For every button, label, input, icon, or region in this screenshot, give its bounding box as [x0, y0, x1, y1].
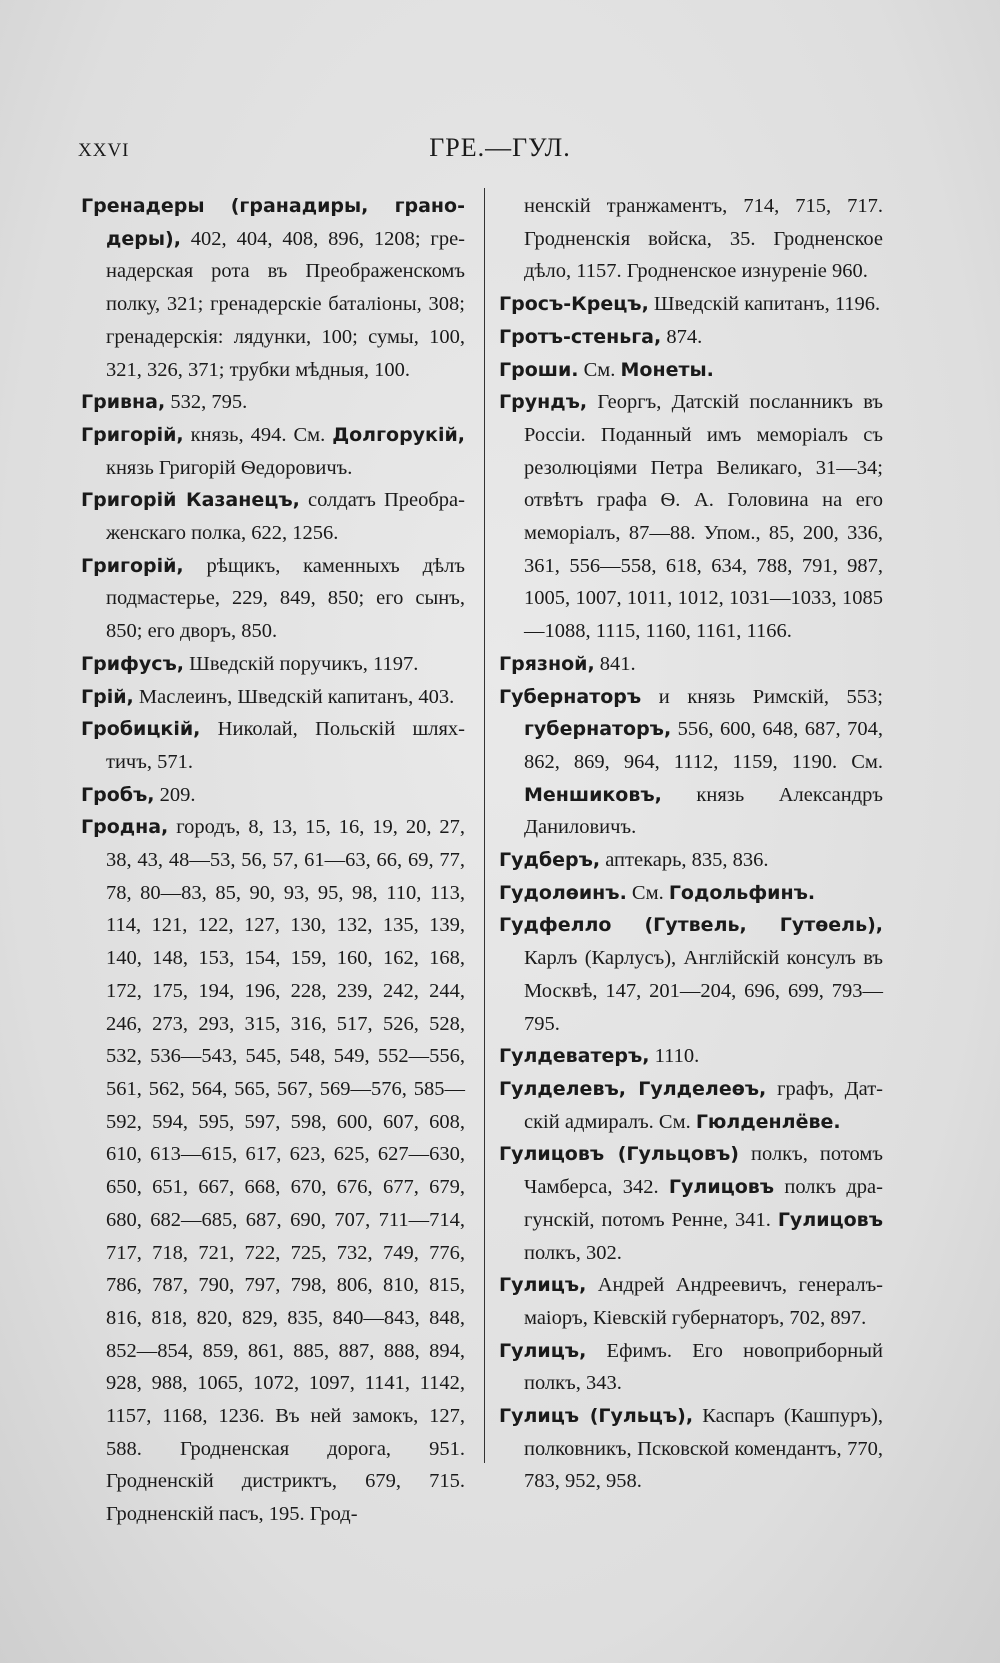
running-head: ГРЕ.—ГУЛ. [429, 133, 571, 162]
entry-text: Георгъ, Датскій посланникъ въ Россіи. Поданный имъ меморіалъ съ резолюціями Петра Великаго, 31—34; отвѣтъ графа Ѳ. А. Головина на его меморіалъ, 87—88. Упом., 85, 200, 336, 361, 556—558, 618, 634, 788, 791, 987, 1005, 1007, 1011, 1012, 1031—1033, 1085—1088, 1115, 1160, 1161, 1166. [524, 391, 883, 643]
index-entry [499, 354, 883, 387]
entry-text: 874. [661, 325, 703, 348]
entry-text: полкъ, 302. [524, 1241, 622, 1264]
index-entry [81, 713, 465, 778]
entry-text: 841. [594, 652, 636, 675]
right-column [499, 190, 883, 1498]
index-entry [499, 1269, 883, 1334]
page-number: XXVI [78, 140, 130, 161]
cross-ref-headword: Монеты. [620, 358, 714, 381]
index-entry [81, 419, 465, 484]
entry-text: 402, 404, 408, 896, 1208; гренадерская рота въ Преображенскомъ полку, 321; гренадерскіе баталіоны, 308; гренадерскія: лядунки, 100; сумы, 100, 321, 326, 371; трубки мѣдныя, 100. [106, 227, 465, 381]
entry-text: Ефимъ. Его новоприборный полкъ, 343. [524, 1339, 883, 1395]
index-entry [499, 1040, 883, 1073]
entry-text: рѣщикъ, каменныхъ дѣлъ подмастерье, 229, 849, 850; его сынъ, 850; его дворъ, 850. [106, 554, 465, 643]
entry-text: См. [626, 881, 669, 904]
index-entry [81, 386, 465, 419]
entry-text: См. [578, 358, 621, 381]
entry-text: Маслеинъ, Шведскій капитанъ, 403. [133, 685, 455, 708]
entry-text: городъ, 8, 13, 15, 16, 19, 20, 27, 38, 43, 48—53, 56, 57, 61—63, 66, 69, 77, 78, 80—83, 85, 90, 93, 95, 98, 110, 113, 114, 121, 122, 127, 130, 132, 135, 139, 140, 148, 153, 154, 159, 160, 162, 168, 172, 175, 194, 196, 228, 239, 242, 244, 246, 273, 293, 315, 316, 517, 526, 528, 532, 536—543, 545, 548, 549, 552—556, 561, 562, 564, 565, 567, 569—576, 585—592, 594, 595, 597, 598, 600, 607, 608, 610, 613—615, 617, 623, 625, 627—630, 650, 651, 667, 668, 670, 676, 677, 679, 680, 682—685, 687, 690, 707, 711—714, 717, 718, 721, 722, 725, 732, 749, 776, 786, 787, 790, 797, 798, 806, 810, 815, 816, 818, 820, 829, 835, 840—843, 848, 852—854, 859, 861, 885, 887, 888, 894, 928, 988, 1065, 1072, 1097, 1141, 1142, 1157, 1168, 1236. Въ ней замокъ, 127, 588. Гродненская дорога, 951. Гродненскій дистриктъ, 679, 715. Гродненскій пасъ, 195. Грод- [106, 816, 465, 1526]
headword: Грій, [81, 685, 134, 708]
entry-text: Андрей Андреевичъ, генералъ-маіоръ, Кіевскій губернаторъ, 702, 897. [524, 1274, 883, 1329]
headword: Гулицъ, [499, 1339, 587, 1362]
index-entry [499, 909, 883, 1040]
index-entry [499, 681, 883, 845]
entry-text: Николай, Польскій шляхтичъ, 571. [106, 718, 465, 773]
index-entry [499, 321, 883, 354]
headword: Гробъ, [81, 783, 155, 806]
headword: Гулицъ (Гульцъ), [499, 1405, 694, 1428]
headword: Гробицкій, [81, 718, 201, 741]
headword: Гулицъ, [499, 1274, 587, 1297]
headword: Гренадеры (гранадиры, гранодеры), [81, 195, 465, 250]
index-entry [81, 648, 465, 681]
cross-ref-headword: Меншиковъ, [524, 783, 662, 806]
index-entry [499, 288, 883, 321]
headword: Гулдеватеръ, [499, 1045, 650, 1068]
entry-text: и князь Римскій, 553; [641, 685, 883, 708]
index-entry [499, 1335, 883, 1400]
entry-text: солдатъ Преображенскаго полка, 622, 1256. [106, 489, 465, 545]
entry-text: Шведскій поручикъ, 1197. [184, 652, 419, 675]
headword: Григорій, [81, 423, 184, 446]
entry-text: Карлъ (Карлусъ), Англійскій консулъ въ Москвѣ, 147, 201—204, 696, 699, 793—795. [524, 947, 883, 1035]
entry-text: аптекарь, 835, 836. [600, 849, 769, 872]
column-divider [484, 188, 485, 1463]
index-entry [499, 1073, 883, 1138]
index-entry [499, 877, 883, 910]
index-entry [81, 190, 465, 386]
headword: Гулделевъ, Гулделеѳъ, [499, 1077, 767, 1100]
headword: Григорій Казанецъ, [81, 489, 300, 512]
index-entry [499, 648, 883, 681]
headword: Гудфелло (Гутвель, Гутѳель), [499, 914, 883, 937]
headword: Гродна, [81, 816, 169, 839]
index-entry [81, 484, 465, 549]
entry-text: графъ, Датскій адмиралъ. См. [524, 1077, 883, 1133]
headword: Гулицовъ [668, 1176, 775, 1199]
index-entry [81, 811, 465, 1530]
cross-ref-headword: Годольфинъ. [668, 881, 816, 904]
cross-ref-headword: Гюлденлёве. [695, 1110, 841, 1133]
headword: Губернаторъ [499, 685, 642, 708]
index-entry [81, 779, 465, 812]
headword: Григорій, [81, 554, 184, 577]
index-entry [81, 681, 465, 714]
entry-text: полкъ, потомъ Чамберса, 342. [524, 1143, 883, 1199]
index-entry [499, 386, 883, 648]
entry-text: князь Григорій Ѳедоровичъ. [106, 456, 353, 479]
index-entry [499, 1138, 883, 1269]
index-entry [81, 550, 465, 648]
headword: Гросъ-Крецъ, [499, 293, 649, 316]
entry-text: князь, 494. См. [183, 423, 333, 446]
headword: Гроши. [499, 358, 579, 381]
entry-text: полкъ драгунскій, потомъ Ренне, 341. [524, 1176, 883, 1231]
continued-entry-text: ненскій транжаментъ, 714, 715, 717. Гродненскія войска, 35. Гродненское дѣло, 1157. Гродненское изнуреніе 960. [524, 195, 883, 283]
index-entry [499, 1400, 883, 1498]
headword: Гривна, [81, 391, 166, 414]
headword: Гулицовъ [777, 1208, 883, 1231]
entry-text: Шведскій капитанъ, 1196. [648, 293, 881, 316]
entry-text: князь Александръ Даниловичъ. [524, 783, 883, 839]
entry-text: 1110. [649, 1045, 700, 1068]
headword: Грязной, [499, 652, 595, 675]
entry-text: 532, 795. [165, 391, 248, 414]
index-entry [499, 844, 883, 877]
headword: Грундъ, [499, 391, 588, 414]
entry-text: Каспаръ (Кашпуръ), полковникъ, Псковской комендантъ, 770, 783, 952, 958. [524, 1405, 883, 1493]
headword: Гулицовъ (Гульцовъ) [499, 1143, 739, 1166]
headword: Гудберъ, [499, 849, 601, 872]
headword: Гудолѳинъ. [499, 881, 627, 904]
cross-ref-headword: Долгорукій, [332, 423, 465, 446]
entry-text: 556, 600, 648, 687, 704, 862, 869, 964, 1112, 1159, 1190. См. [524, 718, 883, 773]
headword: Гротъ-стеньга, [499, 325, 662, 348]
left-column [81, 190, 465, 1531]
headword: Грифусъ, [81, 652, 185, 675]
entry-text: 209. [154, 783, 196, 806]
headword: губернаторъ, [524, 718, 672, 741]
